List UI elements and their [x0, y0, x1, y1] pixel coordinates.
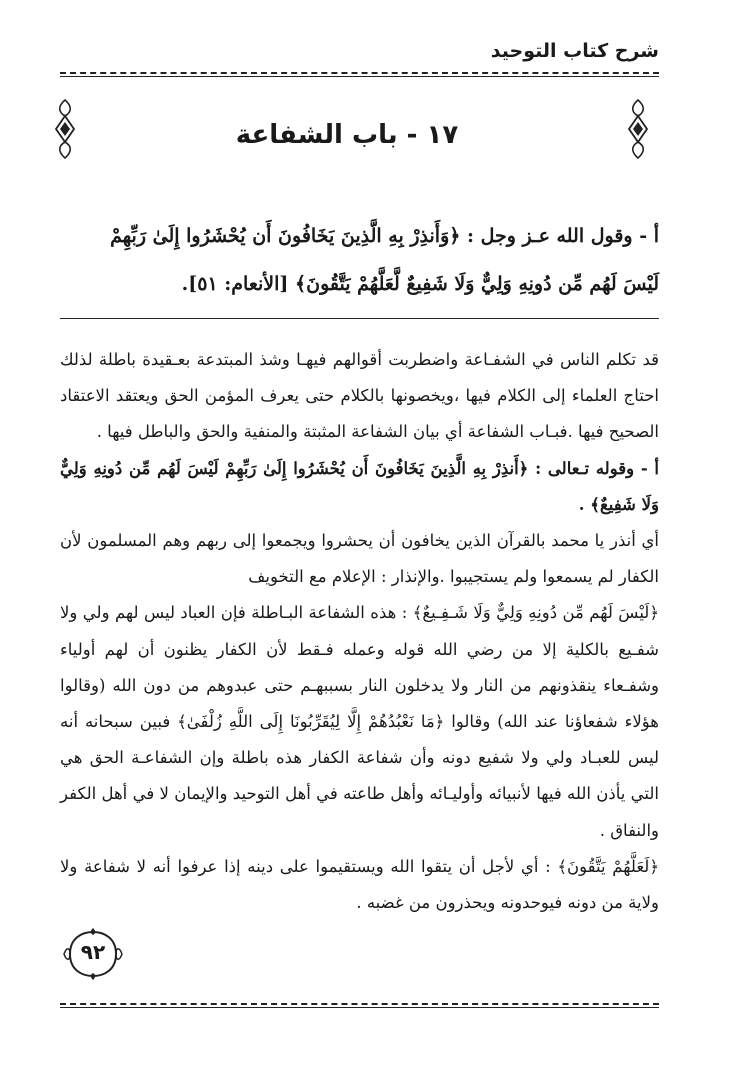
chapter-title: ١٧ - باب الشفاعة	[235, 120, 459, 150]
commentary-body	[60, 342, 659, 921]
verse-line-2: لَيْسَ لَهُم مِّن دُونِهِ وَلِيٌّ وَلَا شَفِيعٌ لَّعَلَّهُمْ يَتَّقُونَ﴾ [الأنعام: ٥١].	[181, 273, 659, 295]
paragraph-intro: قد تكلم الناس في الشفـاعة واضطربت أقوالهم فيهـا وشذ المبتدعة بعـقيدة باطلة لذلك احتاج العلماء إلى الكلام فيها ،ويخصونها بالكلام حتى يعرف المؤمن الحق ويعتقد الاعتقاد الصحيح فيها .فبـاب الشفاعة أي بيان الشفاعة المثبتة والمنفية والحق والباطل فيها .	[60, 350, 659, 442]
paragraph-false-intercession: ﴿لَيْسَ لَهُم مِّن دُونِهِ وَلِيٌّ وَلَا شَـفِـيعٌ﴾ : هذه الشفاعة البـاطلة فإن العباد ليس لهم ولي ولا شفـيع بالكلية إلا من رضي الله قوله وعمله فـقط لأن الكفار يظنون أن لهم أولياء وشفـعاء ينقذونهم من النار ولا يدخلون النار بسببهـم حتى عبدوهم من دون الله (وقالوا هؤلاء شفعاؤنا عند الله) وقالوا ﴿مَا نَعْبُدُهُمْ إِلَّا لِيُقَرِّبُونَا إِلَى اللَّهِ زُلْفَىٰ﴾ فبين سبحانه أنه ليس للعبـاد ولي ولا شفيع دونه وأن شفاعة الكفار هذه باطلة وإن الشفاعـة الحق هي التي يأذن الله فيها لأنبيائه وأوليـائه وأهل طاعته في أهل التوحيد والإيمان لا في أهل الكفر والنفاق .	[60, 603, 659, 840]
header-rule-dashed	[60, 72, 659, 74]
paragraph-explanation: أي أنذر يا محمد بالقرآن الذين يخافون أن يحشروا ويجمعوا إلى ربهم وهم المسلمون لأن الكفار لم يسمعوا ولم يستجيبوا .والإنذار : الإعلام مع التخويف	[60, 531, 659, 587]
running-title: شرح كتاب التوحيد	[490, 40, 659, 62]
page-number: ٩٢	[80, 940, 106, 964]
verse-divider	[60, 318, 659, 319]
opening-verse	[60, 212, 659, 308]
verse-line-1: أ - وقول الله عـز وجل : ﴿وَأَنذِرْ بِهِ الَّذِينَ يَخَافُونَ أَن يُحْشَرُوا إِلَىٰ رَبِّهِمْ	[110, 225, 659, 247]
paragraph-verse-citation: أ - وقوله تـعالى : ﴿أَنذِرْ بِهِ الَّذِينَ يَخَافُونَ أَن يُحْشَرُوا إِلَىٰ رَبِّهِمْ لَيْسَ لَهُم مِّن دُونِهِ وَلِيٌّ وَلَا شَفِيعٌ﴾ .	[60, 458, 659, 514]
paragraph-taqwa: ﴿لَعَلَّهُمْ يَتَّقُونَ﴾ : أي لأجل أن يتقوا الله ويستقيموا على دينه إذا عرفوا أنه لا شفاعة ولا ولاية من دونه فيوحدونه ويحذرون من غضبه .	[60, 856, 659, 913]
footer-rule-solid	[60, 1007, 659, 1008]
header-rule-solid	[60, 76, 659, 77]
footer-rule-dashed	[60, 1003, 659, 1005]
